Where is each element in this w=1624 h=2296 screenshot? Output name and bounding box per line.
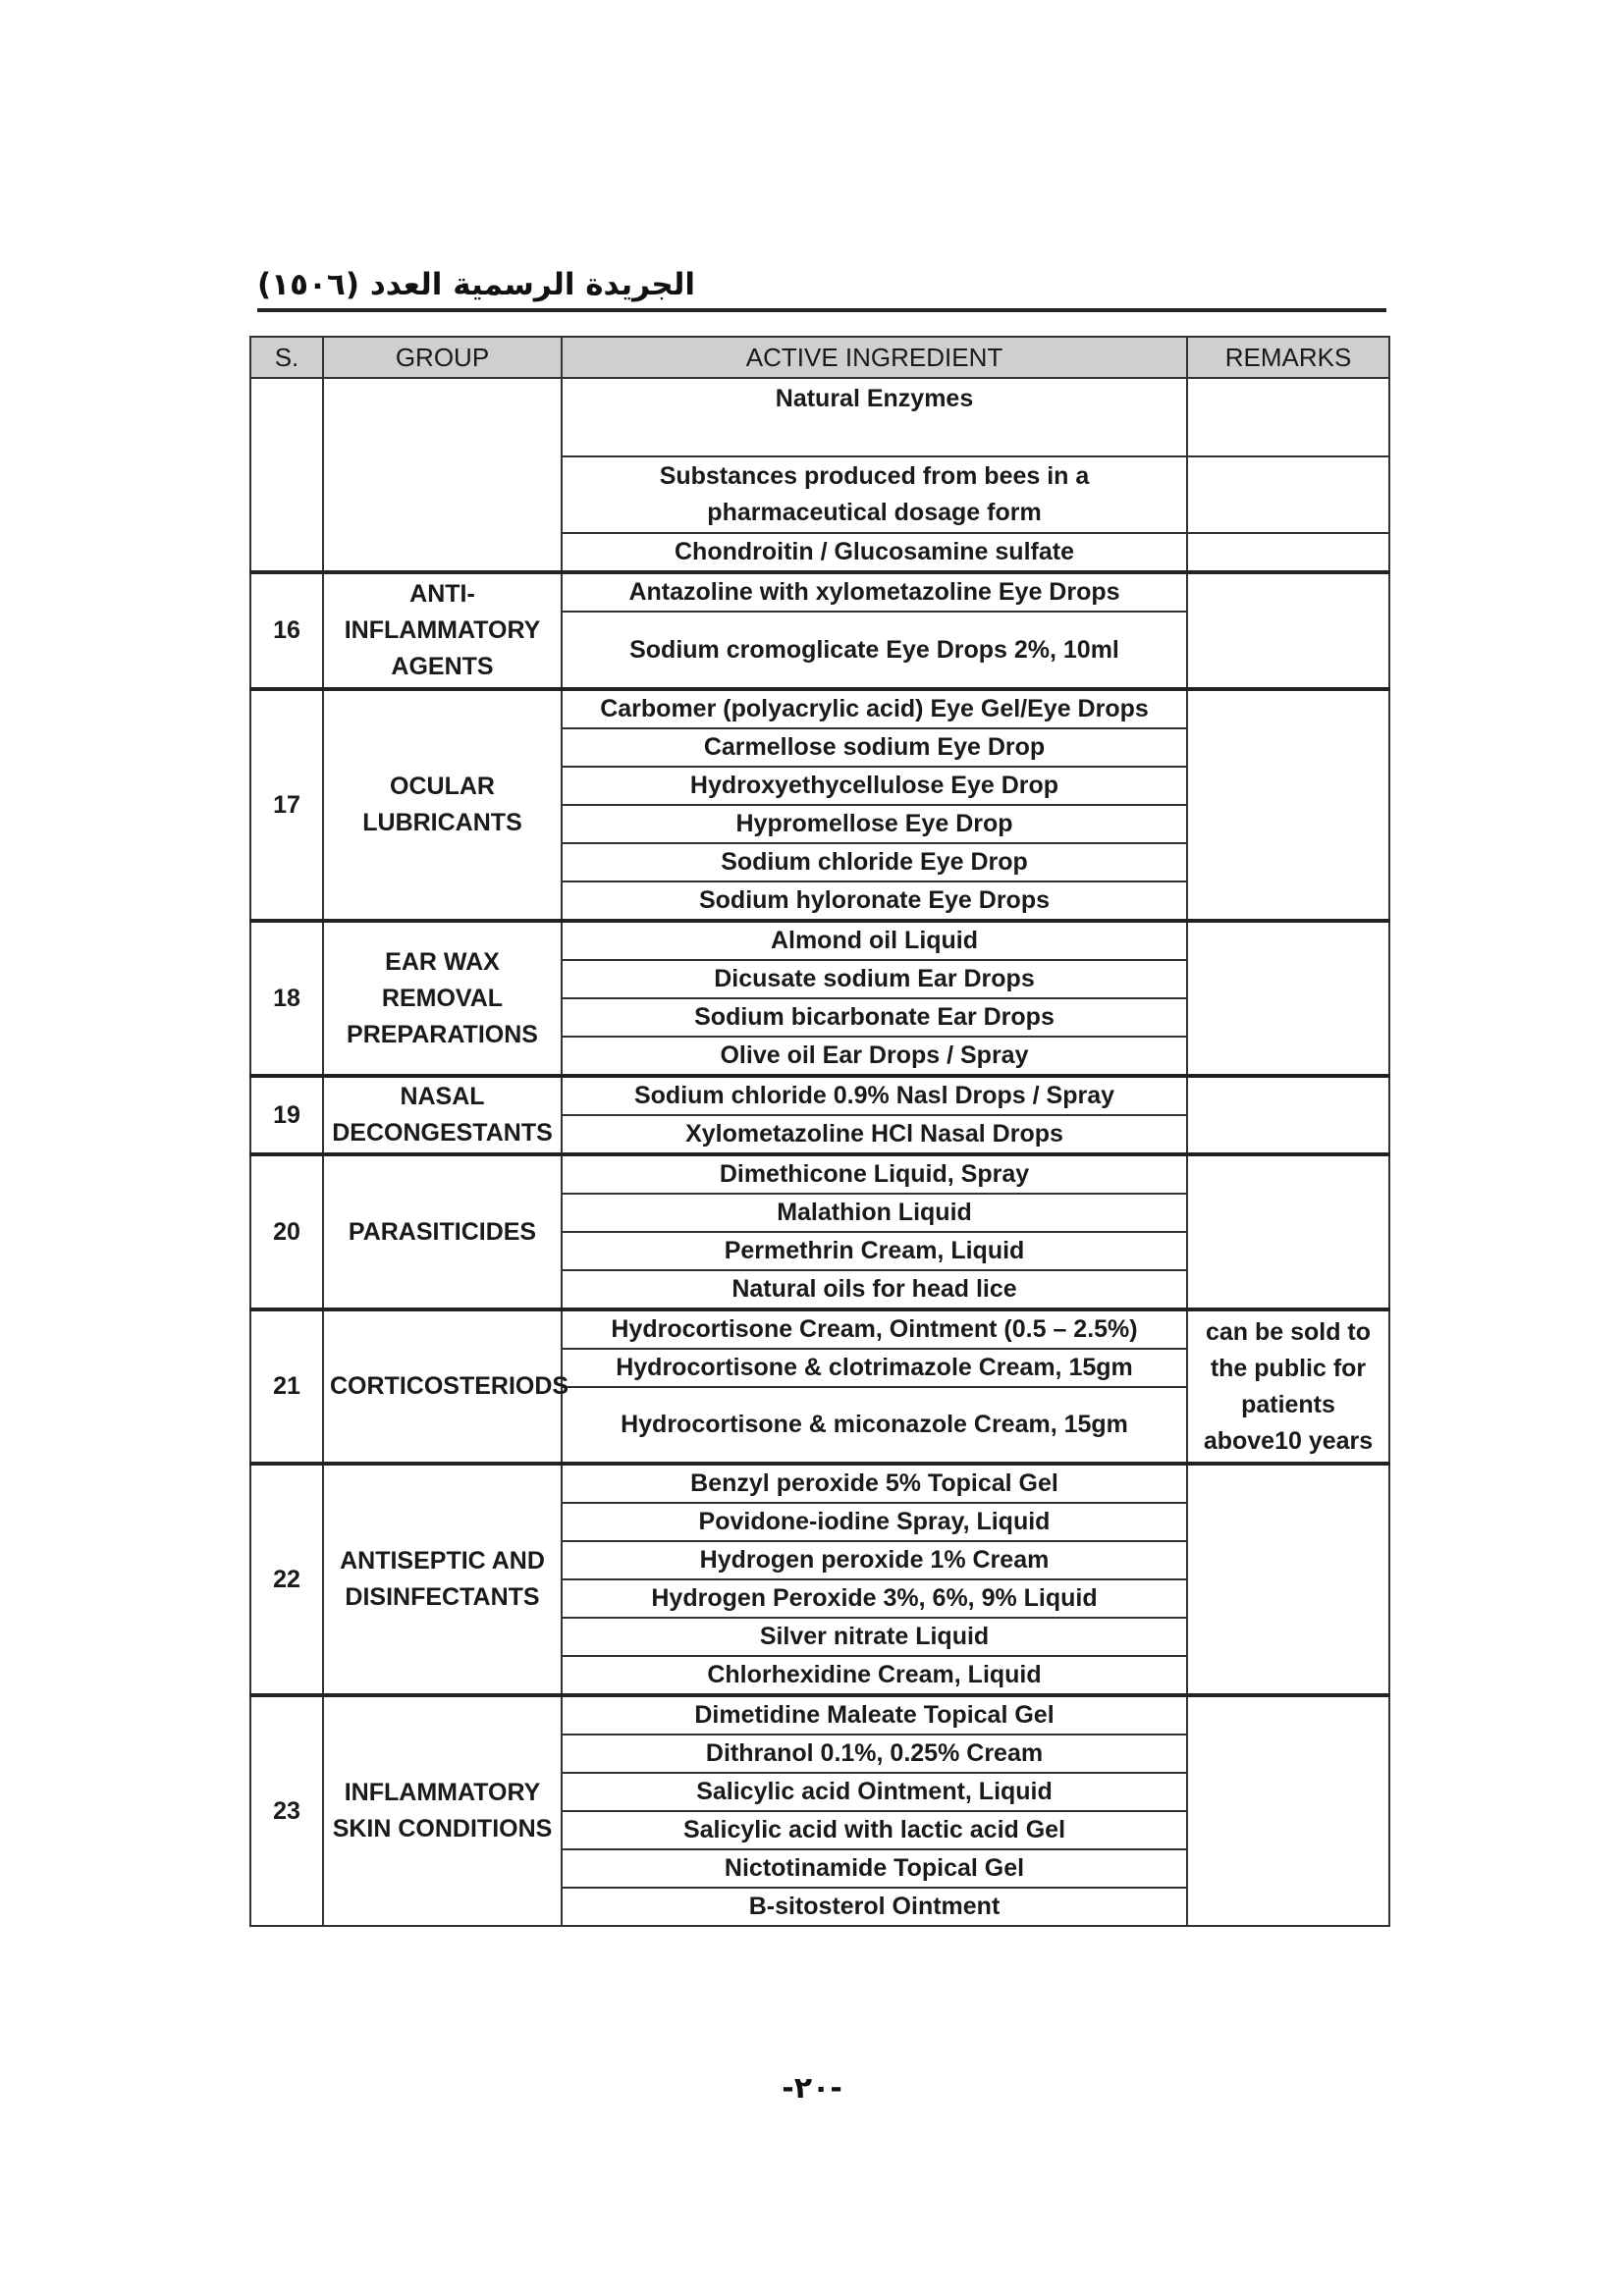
remarks-cell: [1187, 1464, 1389, 1695]
table-header-row: [250, 337, 1389, 378]
serial-number-cell: 20: [250, 1154, 323, 1309]
ingredient-cell: Carmellose sodium Eye Drop: [562, 728, 1187, 767]
ingredient-cell: Natural oils for head lice: [562, 1270, 1187, 1309]
column-header-active-ingredient: ACTIVE INGREDIENT: [562, 337, 1187, 378]
ingredients-table: [249, 336, 1390, 1927]
group-name-cell: PARASITICIDES: [323, 1154, 562, 1309]
remarks-cell: [1187, 572, 1389, 689]
ingredient-cell: Benzyl peroxide 5% Topical Gel: [562, 1464, 1187, 1503]
table-row: [250, 1076, 1389, 1115]
ingredient-cell: Chondroitin / Glucosamine sulfate: [562, 533, 1187, 572]
ingredient-cell: Dimethicone Liquid, Spray: [562, 1154, 1187, 1194]
remarks-cell: [1187, 921, 1389, 1076]
ingredient-cell: Hydrocortisone & miconazole Cream, 15gm: [562, 1387, 1187, 1464]
remarks-cell: [1187, 533, 1389, 572]
table-row: [250, 1154, 1389, 1194]
ingredient-cell: Hydrocortisone Cream, Ointment (0.5 – 2.5%): [562, 1309, 1187, 1349]
group-name-cell: ANTISEPTIC AND DISINFECTANTS: [323, 1464, 562, 1695]
ingredient-cell: Sodium bicarbonate Ear Drops: [562, 998, 1187, 1037]
remarks-cell: [1187, 1695, 1389, 1926]
ingredient-cell: Nictotinamide Topical Gel: [562, 1849, 1187, 1888]
ingredient-cell: Salicylic acid Ointment, Liquid: [562, 1773, 1187, 1811]
gazette-header: [257, 257, 1386, 312]
ingredient-cell: Malathion Liquid: [562, 1194, 1187, 1232]
table-row: [250, 1309, 1389, 1349]
ingredient-cell: Antazoline with xylometazoline Eye Drops: [562, 572, 1187, 612]
serial-number-cell: 22: [250, 1464, 323, 1695]
table-row: [250, 378, 1389, 456]
ingredient-cell: Sodium cromoglicate Eye Drops 2%, 10ml: [562, 612, 1187, 689]
ingredient-cell: Dicusate sodium Ear Drops: [562, 960, 1187, 998]
remarks-cell: can be sold to the public for patients above10 years: [1187, 1309, 1389, 1464]
serial-number-cell: 16: [250, 572, 323, 689]
ingredient-cell: Natural Enzymes: [562, 378, 1187, 456]
group-name-cell: OCULAR LUBRICANTS: [323, 689, 562, 921]
ingredient-cell: Hydrocortisone & clotrimazole Cream, 15gm: [562, 1349, 1187, 1387]
serial-number-cell: 18: [250, 921, 323, 1076]
group-name-cell: NASAL DECONGESTANTS: [323, 1076, 562, 1154]
page-number: -٢٠-: [782, 2071, 842, 2106]
remarks-cell: [1187, 1076, 1389, 1154]
group-name-cell: EAR WAX REMOVAL PREPARATIONS: [323, 921, 562, 1076]
ingredient-cell: Chlorhexidine Cream, Liquid: [562, 1656, 1187, 1695]
ingredient-cell: Almond oil Liquid: [562, 921, 1187, 960]
table-row: [250, 1464, 1389, 1503]
column-header-remarks: REMARKS: [1187, 337, 1389, 378]
group-name-cell: ANTI-INFLAMMATORY AGENTS: [323, 572, 562, 689]
remarks-cell: [1187, 1154, 1389, 1309]
serial-number-cell: 21: [250, 1309, 323, 1464]
ingredient-cell: Dimetidine Maleate Topical Gel: [562, 1695, 1187, 1735]
serial-number-cell: 17: [250, 689, 323, 921]
ingredient-cell: Xylometazoline HCl Nasal Drops: [562, 1115, 1187, 1154]
ingredient-cell: Olive oil Ear Drops / Spray: [562, 1037, 1187, 1076]
ingredient-cell: Hypromellose Eye Drop: [562, 805, 1187, 843]
serial-number-cell: 23: [250, 1695, 323, 1926]
group-name-cell: INFLAMMATORY SKIN CONDITIONS: [323, 1695, 562, 1926]
ingredient-cell: Hydroxyethycellulose Eye Drop: [562, 767, 1187, 805]
ingredient-cell: Povidone-iodine Spray, Liquid: [562, 1503, 1187, 1541]
ingredient-cell: Hydrogen Peroxide 3%, 6%, 9% Liquid: [562, 1579, 1187, 1618]
serial-number-cell: 19: [250, 1076, 323, 1154]
remarks-cell: [1187, 456, 1389, 533]
column-header-serial: S.: [250, 337, 323, 378]
ingredient-cell: Substances produced from bees in a pharmaceutical dosage form: [562, 456, 1187, 533]
ingredient-cell: B-sitosterol Ointment: [562, 1888, 1187, 1926]
group-name-cell: CORTICOSTERIODS: [323, 1309, 562, 1464]
ingredient-cell: Salicylic acid with lactic acid Gel: [562, 1811, 1187, 1849]
table-body: [250, 378, 1389, 1926]
ingredient-cell: Hydrogen peroxide 1% Cream: [562, 1541, 1187, 1579]
table-row: [250, 689, 1389, 728]
ingredient-cell: Dithranol 0.1%, 0.25% Cream: [562, 1735, 1187, 1773]
ingredient-cell: Carbomer (polyacrylic acid) Eye Gel/Eye Drops: [562, 689, 1187, 728]
column-header-group: GROUP: [323, 337, 562, 378]
group-cell: [323, 378, 562, 572]
ingredient-cell: Sodium chloride 0.9% Nasl Drops / Spray: [562, 1076, 1187, 1115]
remarks-cell: [1187, 378, 1389, 456]
gazette-title: الجريدة الرسمية العدد (١٥٠٦): [257, 267, 695, 302]
table-row: [250, 572, 1389, 612]
remarks-cell: [1187, 689, 1389, 921]
table-row: [250, 921, 1389, 960]
serial-cell: [250, 378, 323, 572]
ingredient-cell: Sodium hyloronate Eye Drops: [562, 881, 1187, 921]
table-row: [250, 1695, 1389, 1735]
ingredient-cell: Permethrin Cream, Liquid: [562, 1232, 1187, 1270]
ingredient-cell: Silver nitrate Liquid: [562, 1618, 1187, 1656]
ingredient-cell: Sodium chloride Eye Drop: [562, 843, 1187, 881]
